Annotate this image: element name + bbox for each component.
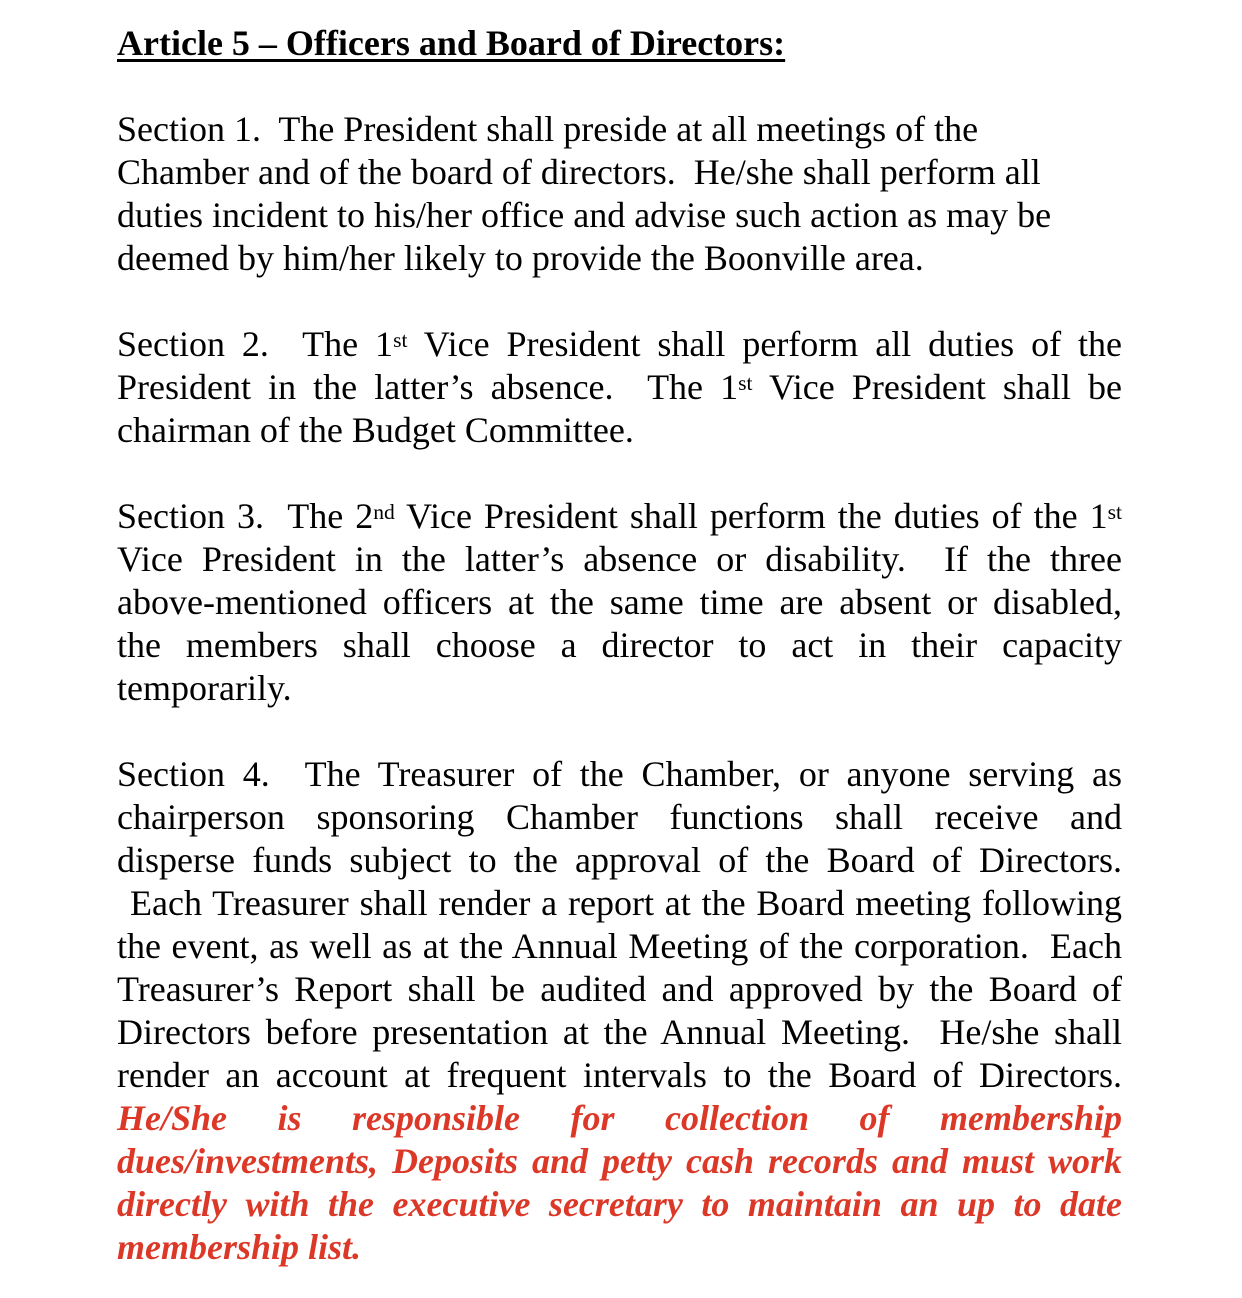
section-4-line-5 [117,925,1122,968]
ordinal-superscript: st [1107,499,1122,524]
text-run: chairperson sponsoring Chamber functions shall receive and [117,797,1122,837]
text-run: Chamber and of the board of directors. He/she shall perform all [117,152,1041,192]
section-4 [117,753,1122,1269]
section-4-line-12 [117,1226,1122,1269]
text-run: Vice President shall perform the duties of the 1 [394,496,1108,536]
text-run: temporarily. [117,668,292,708]
text-run: Vice President shall be [752,367,1122,407]
section-4-line-9 [117,1097,1122,1140]
text-run: He/She is responsible for collection of membership [117,1098,1122,1138]
text-run: above-mentioned officers at the same time are absent or disabled, [117,582,1122,622]
text-run: Section 2. The 1 [117,324,394,364]
text-run: disperse funds subject to the approval of the Board of Directors. [117,840,1122,880]
section-1-line-3 [117,194,1122,237]
text-run: chairman of the Budget Committee. [117,410,634,450]
text-run: duties incident to his/her office and advise such action as may be [117,195,1052,235]
text-run: dues/investments, Deposits and petty cash records and must work [117,1141,1122,1181]
text-run: membership list. [117,1227,362,1267]
section-2-line-3 [117,409,1122,452]
document-body [117,108,1122,1269]
section-2 [117,323,1122,452]
section-4-line-6 [117,968,1122,1011]
section-1 [117,108,1122,280]
section-4-line-10 [117,1140,1122,1183]
text-run: deemed by him/her likely to provide the Boonville area. [117,238,924,278]
section-1-line-4 [117,237,1122,280]
section-3-line-5 [117,667,1122,710]
text-run: the event, as well as at the Annual Meeting of the corporation. Each [117,926,1122,966]
text-run: directly with the executive secretary to maintain an up to date [117,1184,1122,1224]
text-run: Each Treasurer shall render a report at the Board meeting following [130,883,1122,923]
section-3-line-2 [117,538,1122,581]
text-run: President in the latter’s absence. The 1 [117,367,739,407]
section-4-line-1 [117,753,1122,796]
text-run: render an account at frequent intervals to the Board of Directors. [117,1055,1122,1095]
text-run: Vice President shall perform all duties of the [407,324,1122,364]
ordinal-superscript: st [738,370,753,395]
text-run: Section 4. The Treasurer of the Chamber, or anyone serving as [117,754,1122,794]
section-4-line-3 [117,839,1122,882]
section-3-line-4 [117,624,1122,667]
section-4-line-8 [117,1054,1122,1097]
section-4-line-7 [117,1011,1122,1054]
text-run: Section 3. The 2 [117,496,374,536]
ordinal-superscript: st [393,327,408,352]
text-run: Directors before presentation at the Annual Meeting. He/she shall [117,1012,1122,1052]
section-2-line-1 [117,323,1122,366]
section-3-line-1 [117,495,1122,538]
section-3 [117,495,1122,710]
article-heading [117,22,1122,65]
section-2-line-2 [117,366,1122,409]
section-4-line-4 [117,882,1122,925]
text-run: Section 1. The President shall preside at all meetings of the [117,109,979,149]
section-1-line-1 [117,108,1122,151]
section-4-line-2 [117,796,1122,839]
section-1-line-2 [117,151,1122,194]
section-3-line-3 [117,581,1122,624]
text-run: the members shall choose a director to act in their capacity [117,625,1122,665]
article-heading-text: Article 5 – Officers and Board of Directors: [117,23,786,63]
text-run: Vice President in the latter’s absence or disability. If the three [117,539,1122,579]
text-run: Treasurer’s Report shall be audited and approved by the Board of [117,969,1122,1009]
ordinal-superscript: nd [373,499,395,524]
section-4-line-11 [117,1183,1122,1226]
